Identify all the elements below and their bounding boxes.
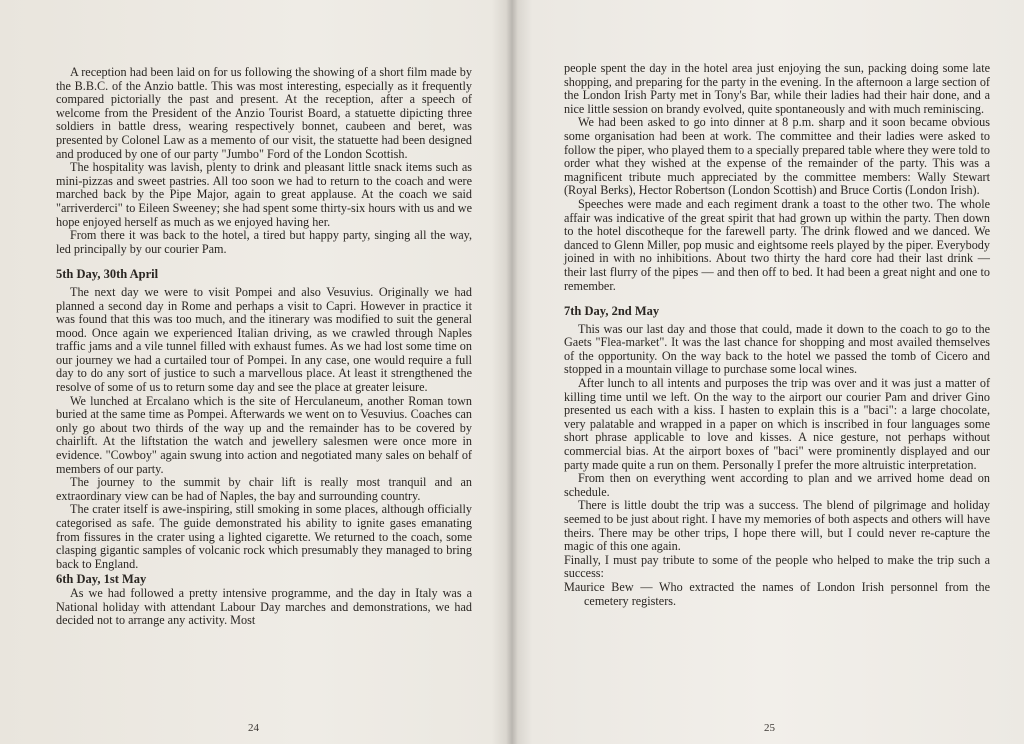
page-number: 25	[764, 722, 775, 734]
paragraph: The hospitality was lavish, plenty to drink and pleasant little snack items such as mini-pizzas and sweet pastries. All too soon we had to return to the coach and were marched back by the Pipe Major, again to great applause. At the coach we said "arriverderci" to Eileen Sweeney; she had spent some thirty-six hours with us and we hope enjoyed herself as much as we enjoyed having her.	[56, 160, 472, 229]
left-page-text	[56, 66, 472, 628]
paragraph: The crater itself is awe-inspiring, still smoking in some places, although officially categorised as safe. The guide demonstrated his ability to ignite gases emanating from fissures in the crater using a lighted cigarette. We returned to the coach, some clasping gigantic samples of volcanic rock which presumably they managed to bring back to England.	[56, 502, 472, 571]
paragraph: From then on everything went according to plan and we arrived home dead on schedule.	[564, 471, 990, 499]
closing-line: Finally, I must pay tribute to some of the people who helped to make the trip such a success:	[564, 552, 990, 581]
section-heading-day7: 7th Day, 2nd May	[564, 304, 660, 319]
tribute-entry: Maurice Bew — Who extracted the names of London Irish personnel from the cemetery registers.	[564, 579, 990, 608]
paragraph: There is little doubt the trip was a success. The blend of pilgrimage and holiday seemed to be just about right. I have my memories of both aspects and others will have theirs. There may be other trips, I hope there will, but I could never re-capture the magic of this one again.	[564, 498, 990, 554]
book-gutter	[506, 0, 518, 744]
paragraph: Speeches were made and each regiment drank a toast to the other two. The whole affair was indicative of the great spirit that had grown up within the party. Then down to the hotel discotheque for the farewell party. The drink flowed and we danced. We danced to Glenn Miller, pop music and eightsome reels played by the piper. Everybody joined in with no inhibitions. About two thirty the hard core had their last drink — their last flurry of the pipes — and then off to bed. It had been a great night and one to remember.	[564, 196, 990, 293]
paragraph: This was our last day and those that could, made it down to the coach to go to the Gaets "Flea-market". It was the last chance for shopping and most availed themselves of the opportunity. On the way back to the hotel we passed the tomb of Cicero and stopped in a mountain village to purchase some local wines.	[564, 321, 990, 377]
paragraph: We had been asked to go into dinner at 8 p.m. sharp and it soon became obvious some organisation had been at work. The committee and their ladies were asked to follow the piper, who played them to a specially prepared table where they were told to order what they wished at the expense of the remainder of the party. This was a magnificent tribute much appreciated by the committee members: Wally Stewart (Royal Berks), Hector Robertson (London Scottish) and Bruce Cortis (London Irish).	[564, 115, 990, 198]
section-heading-day6: 6th Day, 1st May	[56, 572, 147, 587]
paragraph: As we had followed a pretty intensive programme, and the day in Italy was a National holiday with attendant Labour Day marches and demonstrations, we had decided not to arrange any activity. Most	[56, 585, 472, 628]
paragraph-continued: people spent the day in the hotel area just enjoying the sun, packing doing some late shopping, and preparing for the party in the evening. In the afternoon a large section of the London Irish Party met in Tony's Bar, while their ladies had their hair done, and a nice little session on brandy evolved, quite spontaneously and with much reminiscing.	[564, 61, 990, 116]
paragraph: The journey to the summit by chair lift is really most tranquil and an extraordinary view can be had of Naples, the bay and surrounding country.	[56, 475, 472, 503]
paragraph: From there it was back to the hotel, a tired but happy party, singing all the way, led principally by our courier Pam.	[56, 228, 472, 256]
right-page-text	[564, 62, 990, 608]
paragraph: We lunched at Ercalano which is the site of Herculaneum, another Roman town buried at the same time as Pompei. Afterwards we went on to Vesuvius. Coaches can only go about two thirds of the way up and the remainder has to be covered by chairlift. At the liftstation the watch and jewellery salesmen were once more in evidence. "Cowboy" again swung into action and negotiated many sales on behalf of members of our party.	[56, 393, 472, 476]
paragraph: After lunch to all intents and purposes the trip was over and it was just a matter of killing time until we left. On the way to the airport our courier Pam and driver Gino presented us each with a kiss. I hasten to explain this is a "baci": a large chocolate, very palatable and wrapped in a paper on which is inscribed in four languages some short phrase applicable to love and kisses. A nice gesture, not perhaps without commercial bias. At the airport boxes of "baci" were prominently displayed and our party made quite a run on them. Personally I prefer the more altruistic interpretation.	[564, 376, 990, 472]
paragraph: The next day we were to visit Pompei and also Vesuvius. Originally we had planned a second day in Rome and perhaps a visit to Capri. However in practice it was found that this was too much, and the itinerary was modified to suit the general mood. Once again we experienced Italian driving, as we crawled through Naples traffic jams and a vile tunnel filled with exhaust fumes. As we had lost some time on our journey we had a curtailed tour of Pompei. In any case, one would require a full day to do any sort of justice to such a marvellous place. At least it strengthened the resolve of some of us to return some day and see the place at greater leisure.	[56, 284, 472, 395]
page-number: 24	[248, 722, 259, 734]
right-page	[512, 0, 1024, 744]
section-heading-day5: 5th Day, 30th April	[56, 267, 159, 282]
paragraph: A reception had been laid on for us following the showing of a short film made by the B.B.C. of the Anzio battle. This was most interesting, especially as it frequently compared pictorially the past and present. At the reception, after a speech of welcome from the President of the Anzio Tourist Board, a statuette dipicting three soldiers in battle dress, wearing respectively bonnet, caubeen and beret, was presented by Colonel Law as a memento of our visit, the statuette had been designed and produced by one of our party "Jumbo" Ford of the London Scottish.	[56, 65, 472, 161]
